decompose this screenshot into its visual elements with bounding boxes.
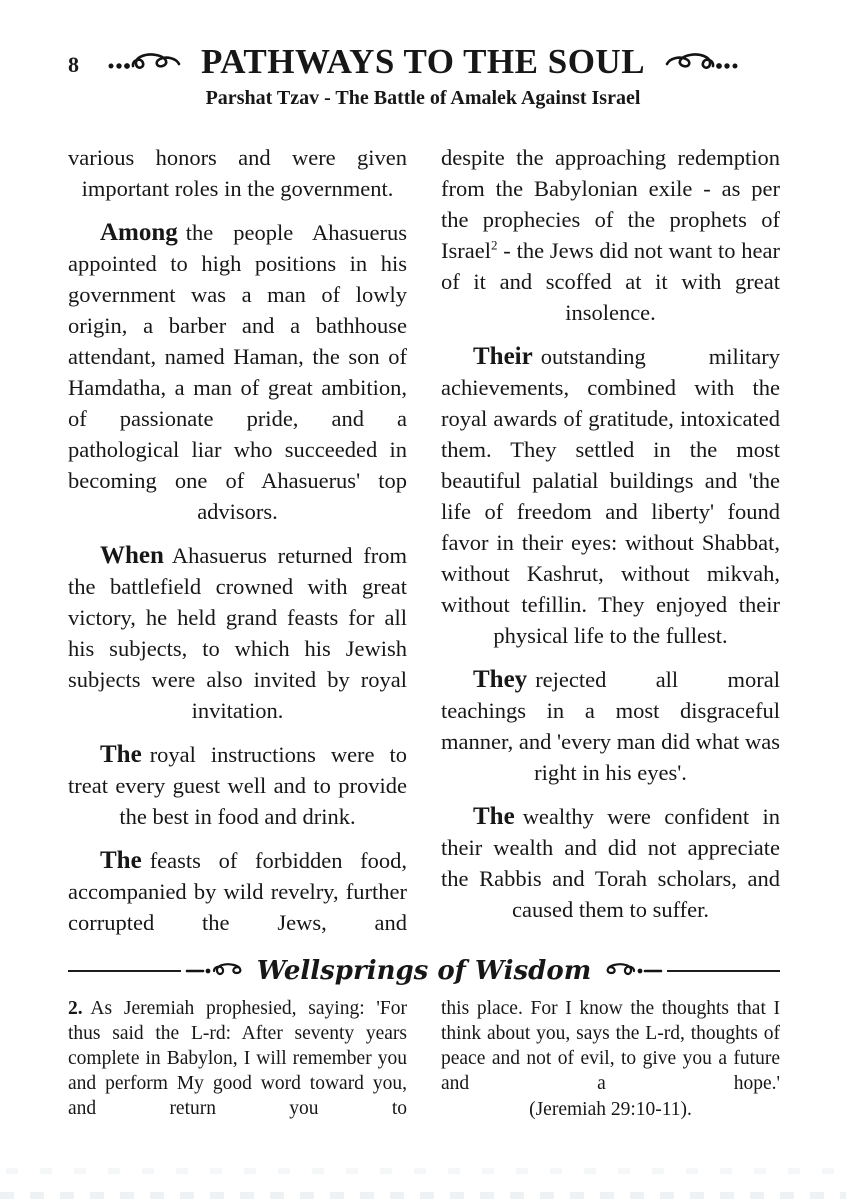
article-body (68, 142, 780, 951)
page-number: 8 (68, 52, 79, 77)
paragraph (68, 845, 407, 938)
paragraph-lead: The (473, 803, 515, 830)
paragraph-lead: They (473, 666, 528, 693)
divider-line (68, 970, 181, 972)
paragraph-lead: Among (100, 219, 178, 246)
paragraph (68, 217, 407, 527)
footnote-marker: 2. (68, 998, 83, 1019)
page-header (0, 42, 846, 110)
left-column (68, 142, 407, 951)
paragraph (441, 341, 780, 651)
paragraph-text: royal instructions were to treat every guest well and to provide the best in food and drink. (68, 742, 407, 829)
footnote-text: As Jeremiah prophesied, saying: 'For thus said the L-rd: After seventy years complete in Babylon, I will remember you and perform My good word toward you, and return you to (68, 998, 407, 1119)
paragraph (68, 540, 407, 726)
paragraph-lead: The (100, 741, 142, 768)
wellsprings-divider (68, 956, 780, 986)
paragraph-text: - the Jews did not want to hear of it and scoffed at it with great insolence. (441, 238, 780, 325)
scroll-flourish-right-icon (653, 47, 741, 77)
paragraph-text: despite the approaching redemption from the Babylonian exile - as per the prophecies of the prophets of Israel (441, 145, 780, 263)
footnotes-section (68, 996, 780, 1122)
footnote-text: this place. For I know the thoughts that I think about you, says the L-rd, thoughts of peace and not of evil, to give you a future and a hope.' (441, 998, 780, 1094)
footnote-reference: 2 (490, 237, 498, 253)
paragraph-text: feasts of forbidden food, accompanied by wild revelry, further corrupted the Jews, and (68, 848, 407, 935)
title-row (0, 42, 846, 82)
page-subtitle: Parshat Tzav - The Battle of Amalek Against Israel (205, 87, 641, 109)
wellsprings-title: Wellsprings of Wisdom (256, 956, 592, 986)
divider-label (181, 956, 667, 986)
paragraph (441, 801, 780, 925)
paragraph-text: various honors and were given important roles in the government. (68, 145, 407, 201)
paragraph (441, 142, 780, 328)
wisdom-flourish-right-icon (597, 960, 663, 982)
paragraph (68, 142, 407, 204)
paragraph-text: wealthy were confident in their wealth and did not appreciate the Rabbis and Torah scholars, and caused them to suffer. (441, 804, 780, 922)
footnote-paragraph (68, 996, 407, 1121)
page-showthrough-texture (0, 1158, 846, 1200)
wisdom-flourish-left-icon (185, 960, 251, 982)
footnote-paragraph (441, 996, 780, 1096)
footnote-citation: (Jeremiah 29:10-11). (529, 1099, 692, 1120)
divider-line (667, 970, 780, 972)
paragraph-text: Ahasuerus returned from the battlefield crowned with great victory, he held grand feasts for all his subjects, to which his Jewish subjects were also invited by royal invitation. (68, 543, 407, 723)
scroll-flourish-left-icon (105, 47, 193, 77)
footnote-left-column (68, 996, 407, 1122)
paragraph-lead: When (100, 542, 164, 569)
footnote-right-column (441, 996, 780, 1122)
paragraph-text: outstanding military achievements, combined with the royal awards of gratitude, intoxicated them. They settled in the most beautiful palatial buildings and 'the life of freedom and liberty' found favor in their eyes: without Shabbat, without Kashrut, without mikvah, without tefillin. They enjoyed their physical life to the fullest. (441, 344, 780, 648)
right-column (441, 142, 780, 951)
paragraph (441, 664, 780, 788)
paragraph-text: rejected all moral teachings in a most disgraceful manner, and 'every man did what was right in his eyes'. (441, 667, 780, 785)
paragraph-lead: The (100, 847, 142, 874)
paragraph-text: the people Ahasuerus appointed to high positions in his government was a man of lowly origin, a barber and a bathhouse attendant, named Haman, the son of Hamdatha, a man of great ambition, of passionate pride, and a pathological liar who succeeded in becoming one of Ahasuerus' top advisors. (68, 220, 407, 524)
paragraph-lead: Their (473, 343, 533, 370)
page-title: PATHWAYS TO THE SOUL (200, 42, 646, 81)
paragraph (68, 739, 407, 832)
